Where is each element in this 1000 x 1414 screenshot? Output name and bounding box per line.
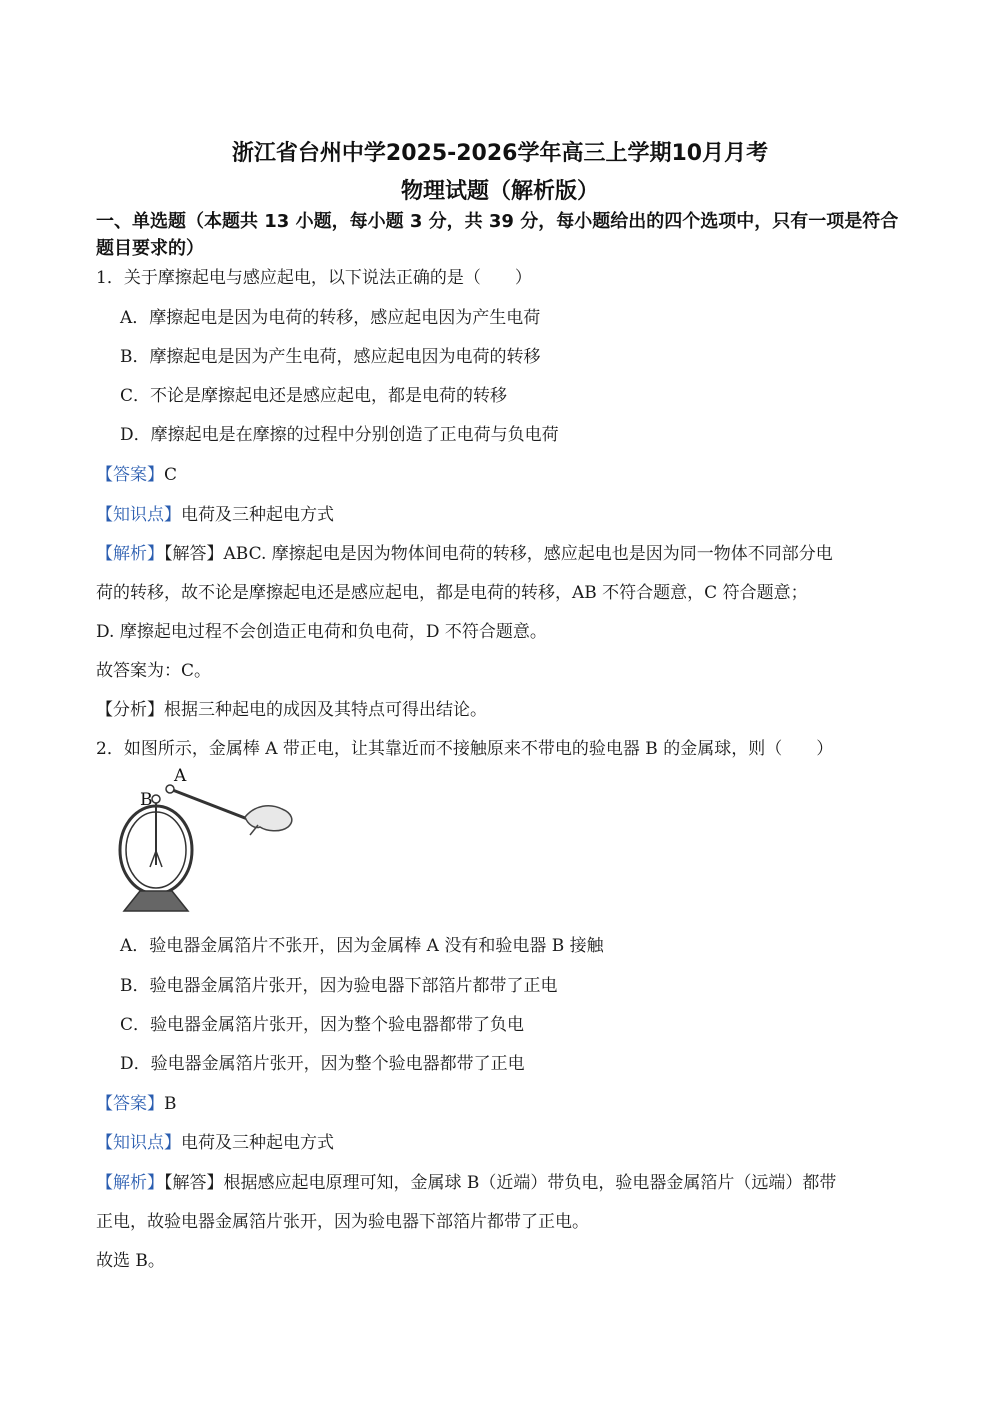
q2-knowledge: 电荷及三种起电方式 [181, 1133, 334, 1153]
q1-answer-row [96, 463, 177, 487]
q1-conclusion: 故答案为：C。 [96, 661, 212, 681]
knowledge-tag: 【知识点】 [96, 505, 181, 525]
q1-knowledge: 电荷及三种起电方式 [181, 505, 334, 525]
q2-analysis-line2: 正电，故验电器金属箔片张开，因为验电器下部箔片都带了正电。 [96, 1212, 589, 1232]
section-heading: 一、单选题（本题共 13 小题，每小题 3 分，共 39 分，每小题给出的四个选项中，只有一项是符合题目要求的） [96, 211, 899, 259]
analysis-tag: 【解析】 [96, 1173, 164, 1193]
q2-option-c: C．验电器金属箔片张开，因为整个验电器都带了负电 [120, 1015, 525, 1035]
fenxi-tag: 【分析】 [96, 700, 164, 720]
q2-stem: 2．如图所示，金属棒 A 带正电，让其靠近而不接触原来不带电的验电器 B 的金属球，则（ ） [96, 739, 834, 759]
q2-option-b: B．验电器金属箔片张开，因为验电器下部箔片都带了正电 [120, 976, 558, 996]
q1-fenxi-row [96, 698, 487, 722]
answer-tag: 【答案】 [96, 1094, 164, 1114]
q2-answer-row [96, 1092, 177, 1116]
q2-knowledge-row [96, 1131, 334, 1155]
q2-analysis-line1: 根据感应起电原理可知，金属球 B（近端）带负电，验电器金属箔片（远端）都带 [223, 1173, 837, 1193]
q2-answer: B [164, 1094, 177, 1114]
q1-option-a: A．摩擦起电是因为电荷的转移，感应起电因为产生电荷 [120, 308, 541, 328]
knowledge-tag: 【知识点】 [96, 1133, 181, 1153]
metal-ball [152, 795, 160, 803]
solution-tag: 【解答】 [164, 1173, 224, 1193]
electroscope-stand [124, 891, 188, 911]
q1-stem: 1．关于摩擦起电与感应起电，以下说法正确的是（ ） [96, 268, 532, 288]
label-a: A [174, 766, 187, 786]
hand-icon [245, 806, 292, 831]
q1-option-d: D．摩擦起电是在摩擦的过程中分别创造了正电荷与负电荷 [120, 425, 559, 445]
q2-analysis-row [96, 1171, 836, 1195]
document-subtitle: 物理试题（解析版） [400, 179, 599, 204]
q1-answer: C [164, 465, 178, 485]
q1-analysis-row [96, 542, 833, 566]
q1-analysis-line3: D. 摩擦起电过程不会创造正电荷和负电荷，D 不符合题意。 [96, 622, 547, 642]
q1-fenxi: 根据三种起电的成因及其特点可得出结论。 [164, 700, 487, 720]
analysis-tag: 【解析】 [96, 544, 164, 564]
solution-tag: 【解答】 [164, 544, 224, 564]
label-b: B [140, 790, 153, 810]
q2-conclusion: 故选 B。 [96, 1251, 165, 1271]
q1-knowledge-row [96, 503, 334, 527]
q1-analysis-line2: 荷的转移，故不论是摩擦起电还是感应起电，都是电荷的转移，AB 不符合题意，C 符合题意； [96, 583, 808, 603]
document-title: 浙江省台州中学2025-2026学年高三上学期10月月考 [231, 141, 769, 166]
q1-option-b: B．摩擦起电是因为产生电荷，感应起电因为电荷的转移 [120, 347, 541, 367]
rod-tip [166, 785, 174, 793]
answer-tag: 【答案】 [96, 465, 164, 485]
q1-analysis-line1: ABC. 摩擦起电是因为物体间电荷的转移，感应起电也是因为同一物体不同部分电 [223, 544, 833, 564]
q2-option-a: A．验电器金属箔片不张开，因为金属棒 A 没有和验电器 B 接触 [120, 936, 604, 956]
electroscope-figure [110, 765, 310, 915]
q2-option-d: D．验电器金属箔片张开，因为整个验电器都带了正电 [120, 1054, 525, 1074]
electroscope-diagram [110, 765, 310, 915]
q1-option-c: C．不论是摩擦起电还是感应起电，都是电荷的转移 [120, 386, 508, 406]
